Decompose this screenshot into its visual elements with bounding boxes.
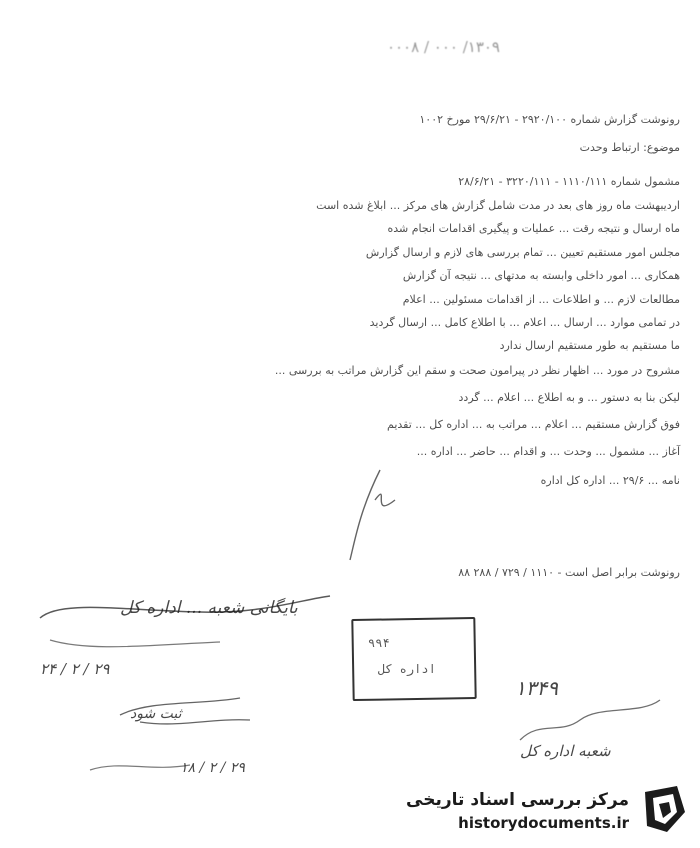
document-line-5: ماه ارسال و نتیجه رقت ... عملیات و پیگیری اقدامات انجام شده: [387, 222, 680, 235]
watermark-title: مرکز بررسی اسناد تاریخی: [406, 790, 629, 810]
document-line-1: رونوشت گزارش شماره ۲۹۲۰/۱۰۰ - ۲۹/۶/۲۱ مورخ ۱۰۰۲: [419, 113, 680, 126]
document-line-7: همکاری ... امور داخلی وابسته به مدتهای ... نتیجه آن گزارش: [402, 269, 680, 282]
document-line-8: مطالعات لازم ... و اطلاعات ... از اقدامات مسئولین ... اعلام: [402, 293, 680, 306]
document-line-13: فوق گزارش مستقیم ... اعلام ... مراتب به ... اداره کل ... تقدیم: [387, 418, 680, 431]
header-handwritten-note: ۱۳۰۹/ ۰۰۰ / ۰۰۰۸: [386, 38, 500, 56]
document-line-6: مجلس امور مستقیم تعیین ... تمام بررسی های لازم و ارسال گزارش: [365, 246, 680, 259]
document-line-10: ما مستقیم به طور مستقیم ارسال ندارد: [499, 339, 680, 352]
handwritten-note-middle: ثبت شود: [130, 706, 182, 722]
stamp-text: اداره کل: [378, 662, 436, 676]
stamp-number: ۹۹۴: [368, 636, 390, 650]
document-line-15: نامه ... ۲۹/۶ ... اداره کل اداره: [540, 474, 680, 487]
document-line-4: اردیبهشت ماه روز های بعد در مدت شامل گزارش های مرکز ... ابلاغ شده است: [316, 199, 680, 212]
document-line-3: مشمول شماره ۱۱۱۰/۱۱۱ - ۳۲۲۰/۱۱۱ - ۲۸/۶/۲۱: [458, 175, 680, 188]
document-line-14: آغاز ... مشمول ... وحدت ... و اقدام ... حاضر ... اداره ...: [416, 445, 680, 458]
archive-logo-icon: [637, 782, 693, 838]
document-line-12: لیکن بنا به دستور ... و به اطلاع ... اعلام ... گردد: [458, 391, 680, 404]
document-line-9: در تمامی موارد ... ارسال ... اعلام ... با اطلاع کامل ... ارسال گردید: [369, 316, 680, 329]
registration-stamp: [351, 617, 476, 701]
handwritten-date-lower: ۲۹ / ۲ / ۱۸: [180, 760, 245, 776]
handwritten-date-left: ۲۹ / ۲ / ۲۴: [40, 660, 110, 678]
archive-watermark: [405, 778, 695, 840]
document-line-11: مشروح در مورد ... اظهار نظر در پیرامون صحت و سقم این گزارش مراتب به بررسی ...: [274, 364, 680, 377]
handwritten-note-right: شعبه اداره کل: [520, 742, 611, 760]
document-line-2: موضوع: ارتباط وحدت: [579, 141, 680, 154]
handwritten-year-right: ۱۳۴۹: [515, 676, 558, 700]
footer-copy-line: رونوشت برابر اصل است - ۱۱۱۰ / ۷۲۹ / ۲۸۸ ۸۸: [458, 566, 680, 579]
handwritten-signature-main: بایگانی شعبه ... اداره کل: [120, 598, 298, 618]
watermark-url: historydocuments.ir: [458, 814, 629, 832]
